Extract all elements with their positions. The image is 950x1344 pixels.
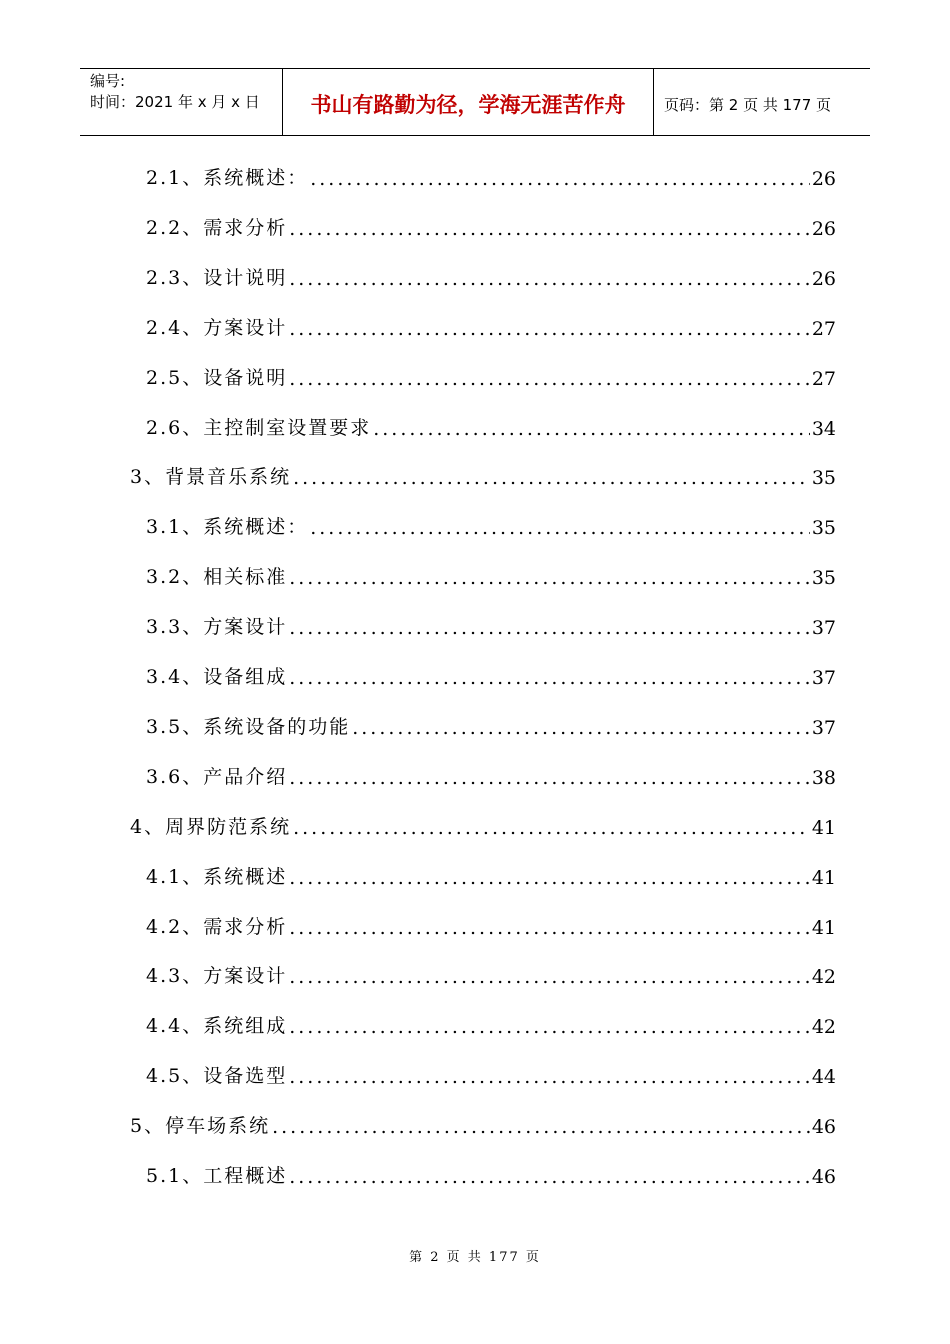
toc-dot-leader [287, 1016, 810, 1038]
toc-entry-label: 3.6、产品介绍 [146, 766, 288, 788]
toc-entry-label: 4.4、系统组成 [146, 1015, 288, 1037]
toc-dot-leader [287, 1066, 810, 1088]
toc-entry[interactable] [146, 210, 836, 240]
toc-entry-label: 4.2、需求分析 [146, 916, 288, 938]
toc-entry[interactable] [146, 1008, 836, 1038]
toc-dot-leader [350, 717, 810, 739]
toc-entry-page-number: 37 [811, 717, 836, 739]
toc-entry-label: 4、周界防范系统 [130, 816, 292, 838]
toc-entry-label: 2.3、设计说明 [146, 267, 288, 289]
toc-dot-leader [287, 368, 810, 390]
page-footer: 第 2 页 共 177 页 [409, 1250, 541, 1265]
toc-dot-leader [291, 467, 810, 489]
toc-dot-leader [287, 917, 810, 939]
toc-entry[interactable] [146, 1058, 836, 1088]
toc-dot-leader [291, 817, 810, 839]
header-motto-cell [282, 69, 654, 135]
toc-entry-page-number: 41 [811, 817, 836, 839]
toc-dot-leader [308, 168, 810, 190]
toc-entry-label: 2.2、需求分析 [146, 217, 288, 239]
toc-entry[interactable] [146, 958, 836, 988]
header-motto: 书山有路勤为径，学海无涯苦作舟 [310, 93, 626, 117]
toc-dot-leader [270, 1116, 810, 1138]
document-number-label: 编号: [90, 72, 126, 90]
toc-entry-page-number: 27 [811, 318, 836, 340]
toc-entry[interactable] [146, 859, 836, 889]
toc-dot-leader [287, 218, 810, 240]
toc-entry-page-number: 35 [811, 517, 836, 539]
header-meta [80, 69, 282, 135]
toc-entry[interactable] [146, 509, 836, 539]
toc-entry-label: 3.2、相关标准 [146, 566, 288, 588]
toc-entry-page-number: 41 [811, 867, 836, 889]
toc-entry-page-number: 42 [811, 966, 836, 988]
toc-entry[interactable] [130, 1108, 836, 1138]
toc-entry-label: 2.1、系统概述： [146, 167, 309, 189]
toc-dot-leader [287, 867, 810, 889]
toc-entry[interactable] [146, 559, 836, 589]
toc-dot-leader [308, 517, 810, 539]
toc-dot-leader [287, 617, 810, 639]
toc-entry[interactable] [146, 659, 836, 689]
toc-entry-page-number: 26 [811, 268, 836, 290]
toc-entry-page-number: 34 [811, 418, 836, 440]
toc-entry-label: 3.4、设备组成 [146, 666, 288, 688]
page-header [80, 68, 870, 136]
toc-entry-page-number: 46 [811, 1116, 836, 1138]
toc-dot-leader [287, 268, 810, 290]
toc-entry-label: 3、背景音乐系统 [130, 466, 292, 488]
toc-entry[interactable] [146, 1158, 836, 1188]
toc-entry-page-number: 35 [811, 567, 836, 589]
toc-entry-page-number: 41 [811, 917, 836, 939]
toc-entry-label: 3.3、方案设计 [146, 616, 288, 638]
toc-entry-label: 3.1、系统概述： [146, 516, 309, 538]
toc-entry-label: 4.3、方案设计 [146, 965, 288, 987]
toc-dot-leader [287, 667, 810, 689]
toc-entry-label: 4.5、设备选型 [146, 1065, 288, 1087]
toc-dot-leader [287, 767, 810, 789]
toc-entry-label: 2.6、主控制室设置要求 [146, 417, 372, 439]
toc-entry[interactable] [130, 459, 836, 489]
toc-dot-leader [287, 966, 810, 988]
toc-entry[interactable] [146, 759, 836, 789]
toc-dot-leader [287, 318, 810, 340]
toc-entry-label: 2.5、设备说明 [146, 367, 288, 389]
toc-entry-page-number: 35 [811, 467, 836, 489]
toc-entry-page-number: 26 [811, 218, 836, 240]
toc-entry-label: 3.5、系统设备的功能 [146, 716, 351, 738]
toc-entry[interactable] [146, 260, 836, 290]
header-page-info-cell [654, 69, 870, 135]
toc-entry[interactable] [146, 160, 836, 190]
toc-entry[interactable] [146, 909, 836, 939]
toc-entry-page-number: 46 [811, 1166, 836, 1188]
toc-entry-label: 2.4、方案设计 [146, 317, 288, 339]
toc-entry-page-number: 38 [811, 767, 836, 789]
toc-dot-leader [287, 567, 810, 589]
toc-entry-label: 5、停车场系统 [130, 1115, 271, 1137]
toc-entry[interactable] [146, 410, 836, 440]
toc-entry[interactable] [146, 709, 836, 739]
toc-dot-leader [287, 1166, 810, 1188]
toc-entry-page-number: 44 [811, 1066, 836, 1088]
toc-entry-label: 5.1、工程概述 [146, 1165, 288, 1187]
header-page-info: 页码：第 2 页 共 177 页 [664, 95, 832, 114]
toc-entry-page-number: 37 [811, 667, 836, 689]
document-time-label: 时间：2021 年 x 月 x 日 [90, 93, 260, 111]
toc-entry[interactable] [146, 310, 836, 340]
toc-entry-page-number: 42 [811, 1016, 836, 1038]
toc-entry-page-number: 27 [811, 368, 836, 390]
toc-entry[interactable] [146, 360, 836, 390]
toc-entry[interactable] [130, 809, 836, 839]
toc-entry-page-number: 37 [811, 617, 836, 639]
toc-dot-leader [371, 418, 810, 440]
toc-entry[interactable] [146, 609, 836, 639]
toc-entry-label: 4.1、系统概述 [146, 866, 288, 888]
toc-entry-page-number: 26 [811, 168, 836, 190]
